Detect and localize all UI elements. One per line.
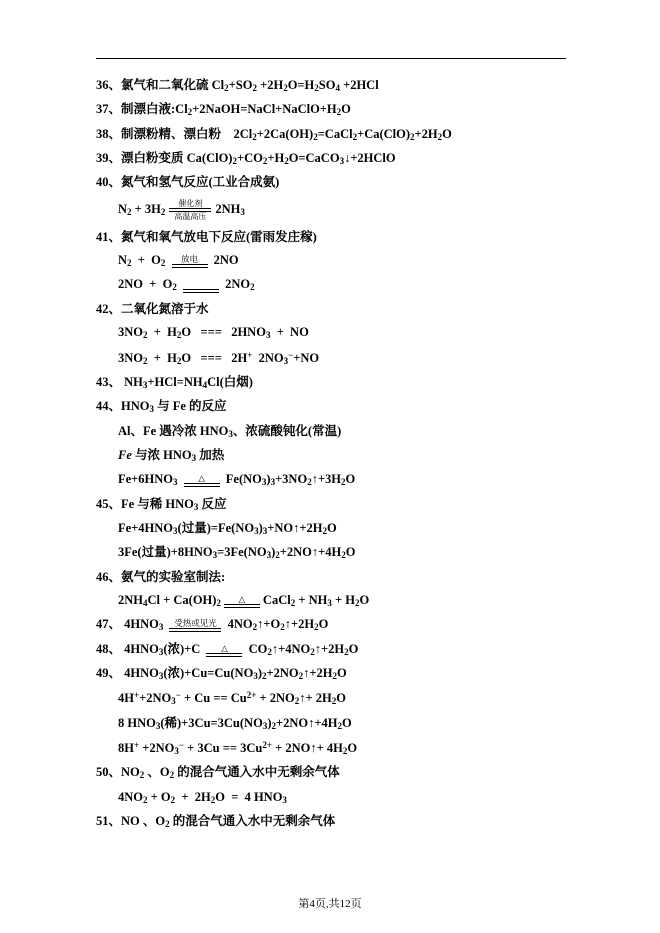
page-footer: 第4页,共12页	[298, 898, 362, 910]
heading-line-44: 44、$HNO_3$ 与 Fe 的反应	[96, 399, 227, 415]
reaction-arrow-heat-3: △	[206, 643, 242, 657]
reaction-arrow-catalyst: 催化剂 高温高压	[169, 199, 211, 221]
equation-line-41a: $N_2 + O_2$ 放电 2NO	[118, 253, 239, 269]
reaction-arrow-heat-2: △	[224, 594, 260, 608]
reaction-arrow-plain	[183, 279, 219, 293]
equation-line-49: 49、 $4HNO_3$(浓)$+Cu=Cu(NO_3)_2+2NO_2↑+2H_2O$	[96, 666, 347, 682]
equation-line-49b: 8 $HNO_3$(稀)$+3Cu=3Cu(NO_3)_2+2NO↑+4H_2O$	[118, 715, 352, 731]
heading-line-50: 50、$NO_2$ 、$O_2$ 的混合气通入水中无剩余气体	[96, 765, 340, 781]
heading-line-51: 51、NO 、$O_2$ 的混合气通入水中无剩余气体	[96, 814, 336, 830]
equation-line-44c: $Fe+6HNO_3$ △ $Fe(NO_3)_3+3NO_2↑+3H_2O$	[118, 472, 356, 488]
equation-line-39: 39、漂白粉变质 $Ca(ClO)_2+CO_2+H_2O=CaCO_3↓+2HClO$	[96, 151, 396, 167]
heading-line-40: 40、氮气和氢气反应(工业合成氨)	[96, 175, 280, 190]
equation-line-36: 36、氯气和二氧化硫 $Cl_2+SO_2 +2H_2O=H_2SO_4 +2HCl$	[96, 78, 379, 93]
equation-line-49a: $4H^++2NO_3^- + Cu == Cu^{2+}$ + $2NO_2↑+ 2H_2O$	[118, 690, 346, 707]
heading-line-45: 45、Fe 与稀 $HNO_3$ 反应	[96, 496, 227, 512]
reaction-arrow-heat: △	[184, 473, 220, 487]
equation-line-43: 43、 $NH_3+HCl=NH_4Cl$(白烟)	[96, 374, 253, 390]
equation-line-46a: $2NH_4Cl + Ca(OH)_2$ △ CaCl$_2$ + $NH_3 + H_2O$	[118, 593, 370, 608]
equation-line-48: 48、 $4HNO_3$(浓)+C △ $CO_2↑+4NO_2↑+2H_2O$	[96, 641, 359, 657]
heading-line-46: 46、氨气的实验室制法:	[96, 569, 226, 584]
equation-line-40a: $N_2 + 3H_2$ 催化剂 高温高压 $2NH_3$	[118, 198, 245, 221]
equation-line-38: 38、制漂粉精、漂白粉 $2Cl_2+2Ca(OH)_2=CaCl_2+Ca(ClO)_2+2H_2O$	[96, 126, 452, 142]
equation-line-44b: Fe 与浓 $HNO_3$ 加热	[118, 447, 225, 463]
reaction-arrow-heat-light: 受热或见光	[169, 618, 221, 632]
equation-line-42b: $3NO_2 + H_2O$ === 2H+ $2NO_3^-+NO$	[118, 349, 320, 366]
equation-line-42a: $3NO_2 + H_2O$ === $2HNO_3$ + NO	[118, 325, 309, 341]
equation-line-37: 37、制漂白液$:Cl_2+2NaOH=NaCl+NaClO+H_2O$	[96, 102, 351, 118]
heading-line-41: 41、氮气和氧气放电下反应(雷雨发庄稼)	[96, 229, 317, 244]
reaction-arrow-discharge: 放电	[172, 254, 208, 268]
document-body	[96, 78, 576, 838]
equation-line-44a: Al、Fe 遇冷浓 $HNO_3$、浓硫酸钝化(常温)	[118, 423, 342, 439]
header-rule	[96, 58, 566, 59]
equation-line-47: 47、 $4HNO_3$ 受热或见光 $4NO_2↑+O_2↑+2H_2O$	[96, 617, 329, 633]
equation-line-41b: $2NO + O_2$ $2NO_2$	[118, 277, 255, 293]
equation-line-50a: $4NO_2 + O_2 + 2H_2O = 4$ $HNO_3$	[118, 789, 287, 805]
equation-line-45a: $Fe+4HNO_3$(过量)$=Fe(NO_3)_3+NO↑+2H_2O$	[118, 520, 337, 536]
equation-line-45b: 3Fe(过量)$+8HNO_3=3Fe(NO_3)_2+2NO↑+4H_2O$	[118, 545, 356, 561]
heading-line-42: 42、二氧化氮溶于水	[96, 301, 209, 316]
equation-line-49c: $8H^+ +2NO_3^- + 3Cu == 3Cu^{2+}$ + 2NO↑+ $4H_2O$	[118, 740, 358, 757]
